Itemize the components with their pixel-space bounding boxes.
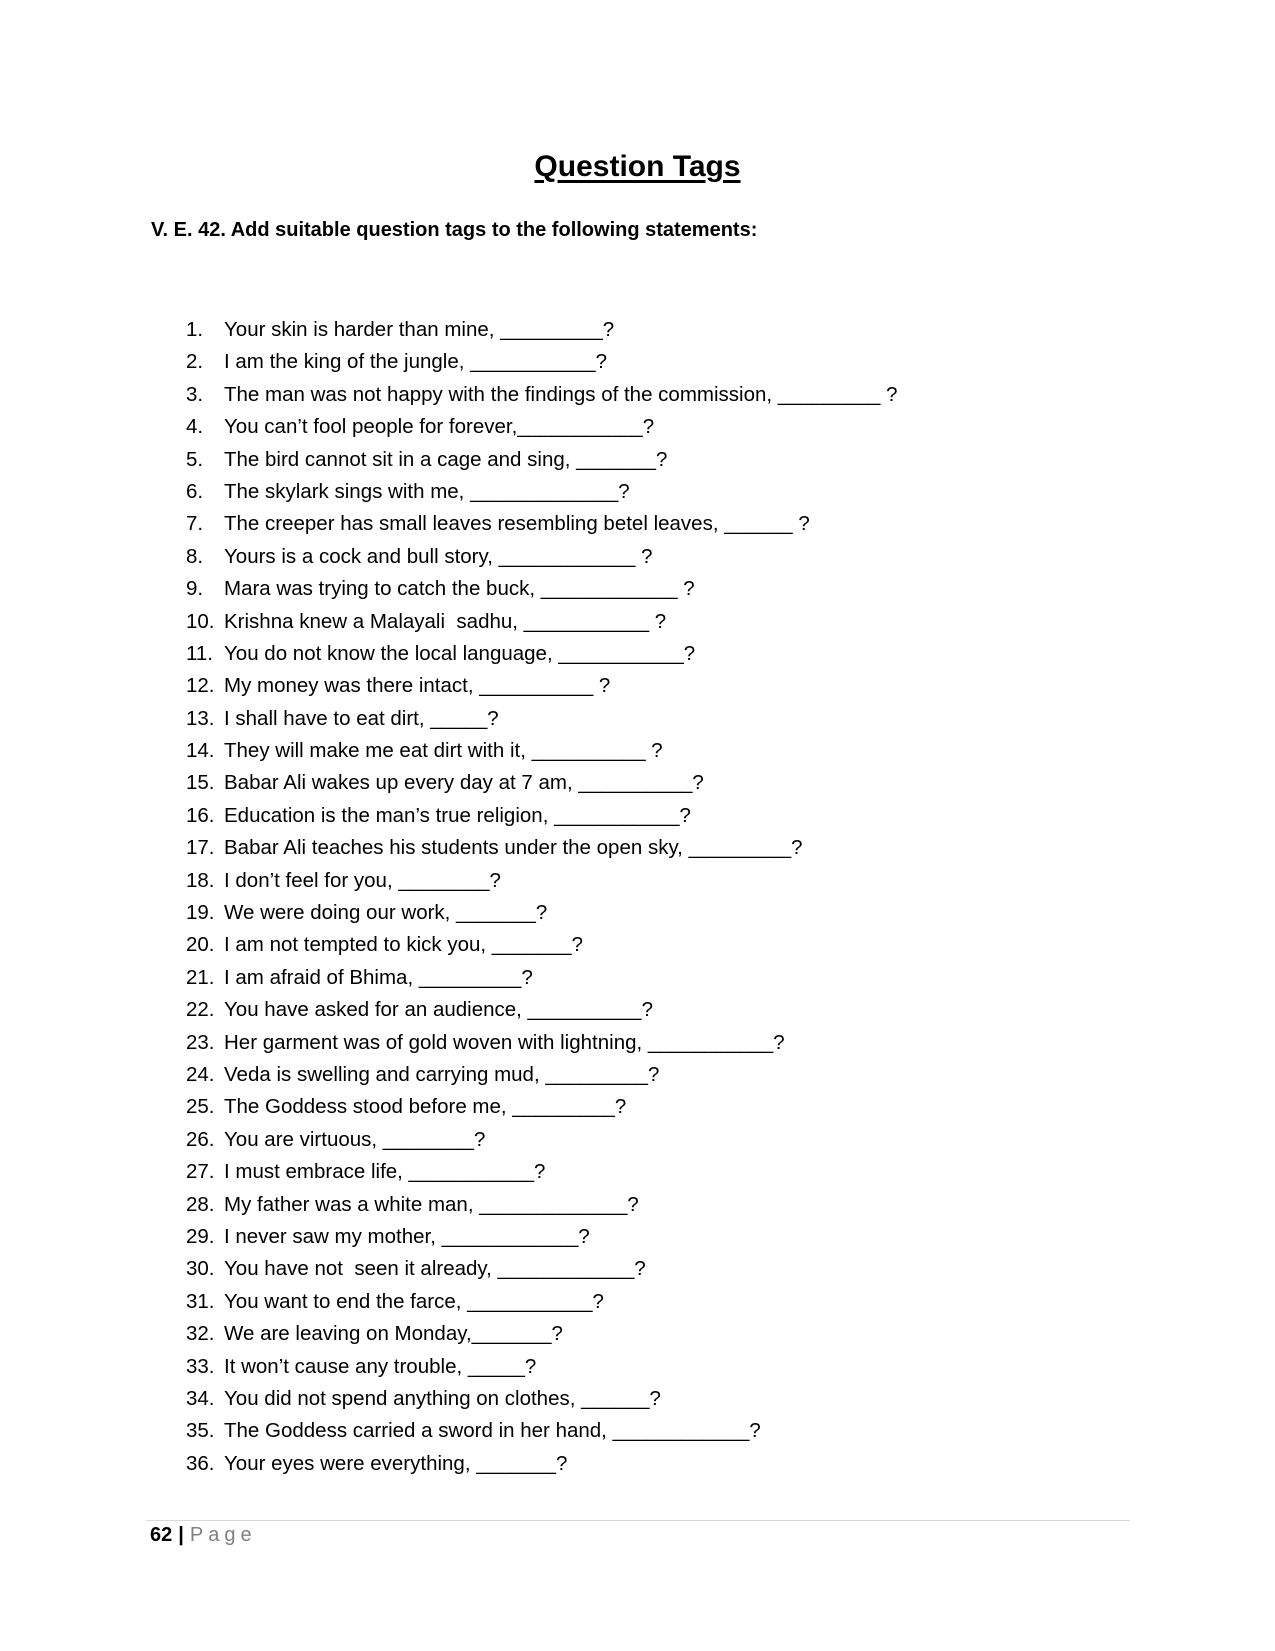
question-text: I don’t feel for you, ________? [224,868,501,892]
question-number: 17. [186,836,215,860]
question-text: We are leaving on Monday,_______? [224,1322,563,1346]
question-number: 15. [186,771,215,795]
question-number: 20. [186,933,215,957]
question-text: The Goddess carried a sword in her hand, ____________? [224,1419,761,1443]
question-text: I am the king of the jungle, ___________? [224,350,607,374]
question-text: I am afraid of Bhima, _________? [224,965,533,989]
question-item [186,1415,898,1447]
question-text: The man was not happy with the findings of the commission, _________ ? [224,382,898,406]
question-number: 13. [186,706,215,730]
question-item [186,606,898,638]
question-number: 23. [186,1030,215,1054]
question-number: 28. [186,1192,215,1216]
question-item [186,1124,898,1156]
page-footer [150,1524,257,1547]
question-text: You have asked for an audience, __________? [224,998,653,1022]
question-number: 18. [186,868,215,892]
question-text: I must embrace life, ___________? [224,1160,546,1184]
question-item [186,346,898,378]
question-number: 24. [186,1062,215,1086]
page-number: 62 [150,1524,173,1546]
question-item [186,832,898,864]
question-number: 34. [186,1386,215,1410]
exercise-instruction: V. E. 42. Add suitable question tags to the following statements: [151,219,758,241]
question-text: Your skin is harder than mine, _________? [224,318,615,341]
question-text: I never saw my mother, ____________? [224,1224,590,1248]
page-label: Page [189,1524,257,1546]
question-text: Education is the man’s true religion, ___________? [224,803,691,827]
question-item [186,670,898,702]
question-item [186,638,898,670]
question-number: 1. [186,318,204,341]
question-text: The creeper has small leaves resembling betel leaves, ______ ? [224,512,810,536]
question-number: 30. [186,1257,215,1281]
question-text: You did not spend anything on clothes, ______? [224,1386,661,1410]
footer-separator: | [178,1524,184,1546]
question-number: 21. [186,965,215,989]
question-text: They will make me eat dirt with it, __________ ? [224,739,663,763]
question-text: The Goddess stood before me, _________? [224,1095,627,1119]
question-item [186,703,898,735]
question-item [186,929,898,961]
question-item [186,735,898,767]
question-number: 5. [186,447,204,471]
question-text: Your eyes were everything, _______? [224,1451,568,1475]
question-item [186,541,898,573]
question-text: You want to end the farce, ___________? [224,1289,604,1313]
question-item [186,1383,898,1415]
question-number: 25. [186,1095,215,1119]
question-text: I am not tempted to kick you, _______? [224,933,583,957]
question-text: My father was a white man, _____________? [224,1192,639,1216]
question-item [186,573,898,605]
question-text: You are virtuous, ________? [224,1127,486,1151]
question-item [186,379,898,411]
page-title: Question Tags [534,150,741,183]
question-item [186,1059,898,1091]
question-item [186,411,898,443]
question-text: Babar Ali teaches his students under the open sky, _________? [224,836,803,860]
question-text: I shall have to eat dirt, _____? [224,706,499,730]
question-item [186,1189,898,1221]
question-number: 16. [186,803,215,827]
question-item [186,1318,898,1350]
question-number: 27. [186,1160,215,1184]
question-number: 29. [186,1224,215,1248]
question-item [186,1156,898,1188]
question-text: Mara was trying to catch the buck, ____________ ? [224,577,695,601]
question-number: 10. [186,609,215,633]
question-item [186,1221,898,1253]
question-number: 19. [186,901,215,925]
question-item [186,1027,898,1059]
question-text: My money was there intact, __________ ? [224,674,611,698]
question-item [186,1253,898,1285]
question-text: Babar Ali wakes up every day at 7 am, __________? [224,771,704,795]
question-item [186,444,898,476]
footer-divider [146,1520,1130,1521]
question-item [186,994,898,1026]
question-number: 32. [186,1322,215,1346]
question-text: Her garment was of gold woven with lightning, ___________? [224,1030,785,1054]
question-text: Yours is a cock and bull story, ____________ ? [224,544,653,568]
question-number: 12. [186,674,215,698]
question-item [186,1351,898,1383]
question-item [186,476,898,508]
question-text: You do not know the local language, ___________? [224,641,696,665]
question-number: 36. [186,1451,215,1475]
question-number: 6. [186,479,204,503]
question-number: 11. [186,641,213,665]
question-text: We were doing our work, _______? [224,901,548,925]
question-text: The bird cannot sit in a cage and sing, _______? [224,447,668,471]
question-number: 22. [186,998,215,1022]
question-number: 4. [186,415,204,439]
question-number: 26. [186,1127,215,1151]
question-item [186,962,898,994]
question-number: 14. [186,739,215,763]
question-item [186,508,898,540]
question-item [186,767,898,799]
question-number: 9. [186,577,204,601]
question-number: 2. [186,350,204,374]
question-number: 8. [186,544,204,568]
question-text: You have not seen it already, ____________? [224,1257,646,1281]
question-item [186,800,898,832]
question-number: 3. [186,382,204,406]
question-item [186,1091,898,1123]
question-number: 31. [186,1289,215,1313]
question-list [186,314,898,1480]
question-text: You can’t fool people for forever,___________? [224,415,655,439]
question-item [186,865,898,897]
question-item [186,314,898,346]
question-text: The skylark sings with me, _____________? [224,479,630,503]
question-item [186,1448,898,1480]
question-number: 33. [186,1354,215,1378]
question-text: Krishna knew a Malayali sadhu, ___________ ? [224,609,667,633]
question-text: It won’t cause any trouble, _____? [224,1354,537,1378]
question-number: 7. [186,512,204,536]
question-text: Veda is swelling and carrying mud, _________? [224,1062,660,1086]
question-number: 35. [186,1419,215,1443]
question-item [186,897,898,929]
question-item [186,1286,898,1318]
